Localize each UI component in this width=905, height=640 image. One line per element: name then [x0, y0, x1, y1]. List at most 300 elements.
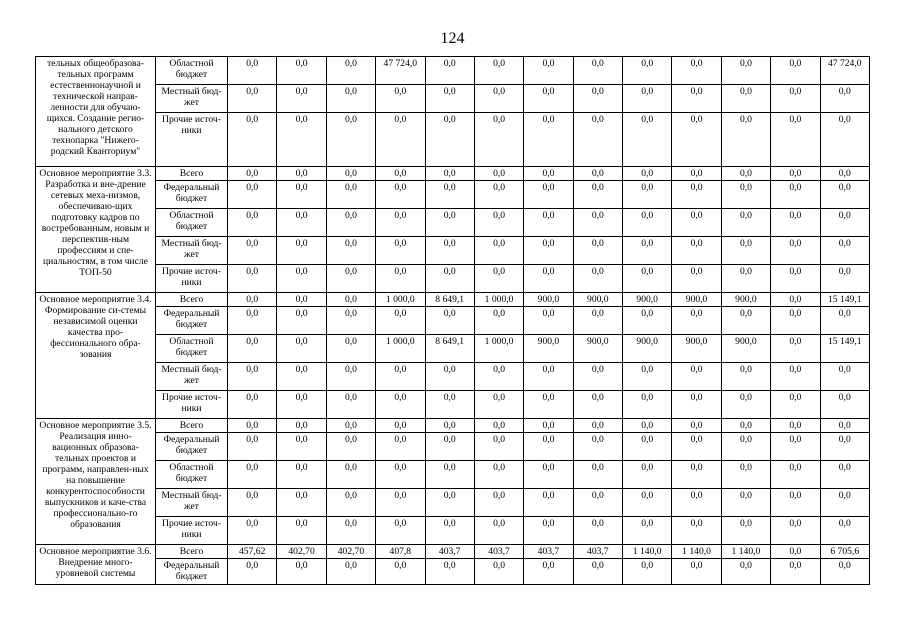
value-cell: 0,0: [672, 391, 721, 419]
value-cell: 0,0: [771, 265, 820, 293]
table-row: [36, 461, 870, 489]
value-cell: 0,0: [623, 433, 672, 461]
table-row: [36, 517, 870, 545]
value-cell: 0,0: [573, 391, 622, 419]
value-cell: 0,0: [524, 307, 573, 335]
value-cell: 0,0: [228, 181, 277, 209]
activity-description: Основное мероприятие 3.6. Внедрение много-уровневой системы: [36, 545, 156, 585]
total-cell: 0,0: [820, 85, 870, 113]
value-cell: 0,0: [672, 461, 721, 489]
value-cell: 0,0: [425, 113, 474, 167]
value-cell: 0,0: [524, 489, 573, 517]
value-cell: 0,0: [425, 559, 474, 585]
value-cell: 0,0: [277, 167, 326, 181]
value-cell: 0,0: [672, 265, 721, 293]
value-cell: 0,0: [277, 419, 326, 433]
table-row: [36, 293, 870, 307]
value-cell: 0,0: [376, 265, 425, 293]
total-cell: 15 149,1: [820, 293, 870, 307]
value-cell: 0,0: [721, 113, 770, 167]
value-cell: 0,0: [623, 57, 672, 85]
table-row: [36, 391, 870, 419]
value-cell: 1 140,0: [721, 545, 770, 559]
value-cell: 0,0: [326, 293, 375, 307]
value-cell: 0,0: [524, 209, 573, 237]
activity-description: Основное мероприятие 3.3. Разработка и вне-дрение сетевых меха-низмов, обеспечиваю-щих подготовку кадров по востребованным, новым и перспектив-ным профессиям и спе-циальностям, в том числе ТОП-50: [36, 167, 156, 293]
value-cell: 0,0: [721, 489, 770, 517]
value-cell: 0,0: [228, 461, 277, 489]
value-cell: 0,0: [672, 517, 721, 545]
value-cell: 0,0: [573, 517, 622, 545]
value-cell: 0,0: [425, 419, 474, 433]
value-cell: 0,0: [425, 265, 474, 293]
value-cell: 0,0: [326, 489, 375, 517]
table-body: [36, 57, 870, 585]
value-cell: 0,0: [771, 517, 820, 545]
value-cell: 1 000,0: [474, 293, 523, 307]
value-cell: 0,0: [573, 559, 622, 585]
value-cell: 0,0: [277, 209, 326, 237]
funding-source: Федеральный бюджет: [156, 307, 228, 335]
total-cell: 6 705,6: [820, 545, 870, 559]
total-cell: 0,0: [820, 517, 870, 545]
value-cell: 0,0: [228, 293, 277, 307]
value-cell: 407,8: [376, 545, 425, 559]
table-row: [36, 237, 870, 265]
value-cell: 402,70: [277, 545, 326, 559]
table-row: [36, 545, 870, 559]
funding-source: Прочие источ-ники: [156, 391, 228, 419]
funding-source: Местный бюд-жет: [156, 489, 228, 517]
value-cell: 0,0: [474, 57, 523, 85]
value-cell: 0,0: [228, 113, 277, 167]
value-cell: 0,0: [228, 57, 277, 85]
value-cell: 0,0: [721, 57, 770, 85]
value-cell: 403,7: [524, 545, 573, 559]
value-cell: 0,0: [771, 181, 820, 209]
value-cell: 900,0: [573, 293, 622, 307]
value-cell: 0,0: [771, 419, 820, 433]
value-cell: 0,0: [524, 265, 573, 293]
value-cell: 0,0: [376, 489, 425, 517]
value-cell: 0,0: [425, 391, 474, 419]
table-row: [36, 419, 870, 433]
value-cell: 0,0: [376, 209, 425, 237]
value-cell: 0,0: [376, 307, 425, 335]
total-cell: 0,0: [820, 391, 870, 419]
total-cell: 0,0: [820, 419, 870, 433]
value-cell: 0,0: [277, 293, 326, 307]
value-cell: 0,0: [672, 113, 721, 167]
value-cell: 0,0: [672, 419, 721, 433]
value-cell: 0,0: [228, 85, 277, 113]
value-cell: 0,0: [623, 363, 672, 391]
total-cell: 0,0: [820, 559, 870, 585]
value-cell: 0,0: [474, 265, 523, 293]
value-cell: 0,0: [474, 517, 523, 545]
value-cell: 0,0: [524, 85, 573, 113]
total-cell: 0,0: [820, 209, 870, 237]
table-row: [36, 335, 870, 363]
funding-source: Федеральный бюджет: [156, 559, 228, 585]
value-cell: 0,0: [228, 237, 277, 265]
value-cell: 0,0: [474, 461, 523, 489]
value-cell: 0,0: [326, 335, 375, 363]
table-row: [36, 265, 870, 293]
value-cell: 0,0: [474, 307, 523, 335]
value-cell: 0,0: [326, 419, 375, 433]
value-cell: 0,0: [326, 237, 375, 265]
value-cell: 0,0: [376, 181, 425, 209]
value-cell: 0,0: [277, 113, 326, 167]
value-cell: 0,0: [228, 363, 277, 391]
value-cell: 0,0: [672, 85, 721, 113]
value-cell: 0,0: [623, 461, 672, 489]
value-cell: 0,0: [277, 559, 326, 585]
total-cell: 0,0: [820, 181, 870, 209]
value-cell: 0,0: [425, 209, 474, 237]
value-cell: 0,0: [771, 209, 820, 237]
value-cell: 0,0: [376, 237, 425, 265]
budget-table: [35, 56, 870, 585]
value-cell: 0,0: [524, 517, 573, 545]
value-cell: 0,0: [228, 265, 277, 293]
value-cell: 0,0: [326, 85, 375, 113]
value-cell: 0,0: [326, 167, 375, 181]
value-cell: 0,0: [425, 181, 474, 209]
value-cell: 0,0: [672, 237, 721, 265]
value-cell: 0,0: [524, 391, 573, 419]
value-cell: 900,0: [623, 293, 672, 307]
value-cell: 0,0: [672, 433, 721, 461]
value-cell: 0,0: [524, 433, 573, 461]
value-cell: 0,0: [672, 181, 721, 209]
funding-source: Местный бюд-жет: [156, 363, 228, 391]
value-cell: 0,0: [228, 167, 277, 181]
value-cell: 0,0: [474, 209, 523, 237]
total-cell: 15 149,1: [820, 335, 870, 363]
value-cell: 0,0: [672, 489, 721, 517]
value-cell: 0,0: [771, 113, 820, 167]
funding-source: Областной бюджет: [156, 461, 228, 489]
value-cell: 0,0: [524, 419, 573, 433]
value-cell: 0,0: [623, 391, 672, 419]
value-cell: 1 140,0: [672, 545, 721, 559]
value-cell: 0,0: [721, 391, 770, 419]
table-row: [36, 307, 870, 335]
value-cell: 0,0: [623, 209, 672, 237]
funding-source: Областной бюджет: [156, 335, 228, 363]
funding-source: Прочие источ-ники: [156, 265, 228, 293]
funding-source: Местный бюд-жет: [156, 85, 228, 113]
value-cell: 0,0: [524, 461, 573, 489]
value-cell: 0,0: [228, 433, 277, 461]
value-cell: 0,0: [277, 489, 326, 517]
value-cell: 0,0: [425, 489, 474, 517]
value-cell: 0,0: [376, 363, 425, 391]
activity-description: Основное мероприятие 3.4. Формирование си-стемы независимой оценки качества про-фессионального обра-зования: [36, 293, 156, 419]
value-cell: 0,0: [573, 237, 622, 265]
value-cell: 0,0: [623, 489, 672, 517]
value-cell: 0,0: [228, 517, 277, 545]
value-cell: 0,0: [573, 307, 622, 335]
value-cell: 0,0: [326, 265, 375, 293]
value-cell: 0,0: [474, 181, 523, 209]
total-cell: 47 724,0: [820, 57, 870, 85]
value-cell: 0,0: [425, 85, 474, 113]
value-cell: 900,0: [623, 335, 672, 363]
value-cell: 457,62: [228, 545, 277, 559]
table-row: [36, 209, 870, 237]
value-cell: 0,0: [326, 517, 375, 545]
value-cell: 0,0: [721, 559, 770, 585]
value-cell: 0,0: [326, 57, 375, 85]
table-row: [36, 489, 870, 517]
value-cell: 0,0: [474, 113, 523, 167]
value-cell: 0,0: [376, 419, 425, 433]
value-cell: 0,0: [771, 363, 820, 391]
value-cell: 0,0: [326, 113, 375, 167]
value-cell: 0,0: [524, 57, 573, 85]
value-cell: 0,0: [524, 363, 573, 391]
value-cell: 0,0: [277, 363, 326, 391]
value-cell: 0,0: [672, 57, 721, 85]
value-cell: 0,0: [474, 363, 523, 391]
value-cell: 0,0: [573, 209, 622, 237]
value-cell: 0,0: [326, 307, 375, 335]
value-cell: 0,0: [721, 307, 770, 335]
value-cell: 0,0: [474, 559, 523, 585]
value-cell: 403,7: [425, 545, 474, 559]
value-cell: 0,0: [771, 391, 820, 419]
value-cell: 0,0: [277, 433, 326, 461]
value-cell: 0,0: [623, 517, 672, 545]
value-cell: 0,0: [721, 85, 770, 113]
value-cell: 900,0: [721, 293, 770, 307]
total-cell: 0,0: [820, 307, 870, 335]
funding-source: Федеральный бюджет: [156, 181, 228, 209]
value-cell: 0,0: [771, 559, 820, 585]
value-cell: 0,0: [623, 167, 672, 181]
table-row: [36, 181, 870, 209]
value-cell: 0,0: [376, 517, 425, 545]
value-cell: 0,0: [277, 461, 326, 489]
value-cell: 0,0: [474, 489, 523, 517]
value-cell: 0,0: [573, 265, 622, 293]
value-cell: 0,0: [524, 559, 573, 585]
value-cell: 1 000,0: [376, 293, 425, 307]
total-cell: 0,0: [820, 489, 870, 517]
value-cell: 0,0: [277, 391, 326, 419]
value-cell: 0,0: [771, 307, 820, 335]
value-cell: 0,0: [623, 113, 672, 167]
value-cell: 0,0: [425, 433, 474, 461]
value-cell: 0,0: [573, 167, 622, 181]
funding-source: Всего: [156, 545, 228, 559]
value-cell: 0,0: [376, 167, 425, 181]
value-cell: 0,0: [326, 181, 375, 209]
funding-source: Прочие источ-ники: [156, 113, 228, 167]
value-cell: 0,0: [623, 265, 672, 293]
value-cell: 0,0: [277, 237, 326, 265]
value-cell: 0,0: [524, 237, 573, 265]
value-cell: 0,0: [524, 113, 573, 167]
value-cell: 0,0: [721, 167, 770, 181]
value-cell: 0,0: [771, 489, 820, 517]
value-cell: 0,0: [623, 307, 672, 335]
value-cell: 0,0: [425, 461, 474, 489]
value-cell: 0,0: [277, 57, 326, 85]
value-cell: 0,0: [573, 433, 622, 461]
table-row: [36, 433, 870, 461]
table-row: [36, 85, 870, 113]
value-cell: 900,0: [573, 335, 622, 363]
value-cell: 0,0: [376, 461, 425, 489]
value-cell: 0,0: [524, 181, 573, 209]
value-cell: 0,0: [771, 545, 820, 559]
value-cell: 900,0: [721, 335, 770, 363]
value-cell: 0,0: [573, 181, 622, 209]
value-cell: 0,0: [721, 237, 770, 265]
value-cell: 0,0: [721, 265, 770, 293]
value-cell: 0,0: [672, 363, 721, 391]
value-cell: 0,0: [573, 113, 622, 167]
total-cell: 0,0: [820, 237, 870, 265]
total-cell: 0,0: [820, 113, 870, 167]
value-cell: 0,0: [771, 85, 820, 113]
value-cell: 0,0: [277, 307, 326, 335]
table-row: [36, 57, 870, 85]
total-cell: 0,0: [820, 265, 870, 293]
value-cell: 0,0: [326, 209, 375, 237]
value-cell: 0,0: [228, 419, 277, 433]
value-cell: 1 000,0: [474, 335, 523, 363]
value-cell: 0,0: [228, 335, 277, 363]
value-cell: 0,0: [721, 517, 770, 545]
value-cell: 0,0: [326, 433, 375, 461]
value-cell: 0,0: [771, 293, 820, 307]
value-cell: 0,0: [573, 461, 622, 489]
value-cell: 0,0: [721, 433, 770, 461]
value-cell: 0,0: [721, 461, 770, 489]
value-cell: 900,0: [524, 293, 573, 307]
value-cell: 0,0: [228, 559, 277, 585]
value-cell: 0,0: [623, 181, 672, 209]
value-cell: 0,0: [277, 265, 326, 293]
value-cell: 0,0: [277, 335, 326, 363]
value-cell: 1 000,0: [376, 335, 425, 363]
value-cell: 47 724,0: [376, 57, 425, 85]
value-cell: 0,0: [771, 335, 820, 363]
value-cell: 0,0: [376, 85, 425, 113]
activity-description: Основное мероприятие 3.5. Реализация инно-вационных образова-тельных проектов и программ, направлен-ных на повышение конкурентоспособности выпускников и каче-ства профессионально-го образования: [36, 419, 156, 545]
value-cell: 0,0: [228, 391, 277, 419]
funding-source: Местный бюд-жет: [156, 237, 228, 265]
table-row: [36, 559, 870, 585]
value-cell: 0,0: [376, 113, 425, 167]
value-cell: 0,0: [474, 85, 523, 113]
value-cell: 900,0: [672, 335, 721, 363]
funding-source: Всего: [156, 293, 228, 307]
value-cell: 0,0: [771, 461, 820, 489]
value-cell: 0,0: [672, 307, 721, 335]
value-cell: 0,0: [771, 57, 820, 85]
funding-source: Прочие источ-ники: [156, 517, 228, 545]
value-cell: 0,0: [376, 391, 425, 419]
value-cell: 0,0: [721, 419, 770, 433]
value-cell: 8 649,1: [425, 293, 474, 307]
value-cell: 0,0: [425, 517, 474, 545]
value-cell: 0,0: [672, 167, 721, 181]
value-cell: 0,0: [524, 167, 573, 181]
value-cell: 0,0: [425, 237, 474, 265]
value-cell: 0,0: [326, 559, 375, 585]
value-cell: 0,0: [228, 307, 277, 335]
value-cell: 0,0: [771, 237, 820, 265]
value-cell: 0,0: [425, 307, 474, 335]
value-cell: 0,0: [425, 363, 474, 391]
value-cell: 403,7: [474, 545, 523, 559]
activity-description: тельных общеобразова-тельных программ естественнонаучной и технической направ-ленности для обучаю-щихся. Создание регио-нального детского технопарка "Нижего-родский Кванториум": [36, 57, 156, 167]
value-cell: 0,0: [672, 209, 721, 237]
value-cell: 0,0: [326, 363, 375, 391]
value-cell: 0,0: [277, 517, 326, 545]
value-cell: 0,0: [623, 85, 672, 113]
value-cell: 900,0: [672, 293, 721, 307]
value-cell: 0,0: [277, 181, 326, 209]
value-cell: 0,0: [228, 209, 277, 237]
value-cell: 0,0: [672, 559, 721, 585]
value-cell: 403,7: [573, 545, 622, 559]
total-cell: 0,0: [820, 167, 870, 181]
value-cell: 0,0: [573, 363, 622, 391]
value-cell: 0,0: [326, 461, 375, 489]
value-cell: 0,0: [376, 433, 425, 461]
value-cell: 0,0: [573, 57, 622, 85]
value-cell: 0,0: [474, 391, 523, 419]
total-cell: 0,0: [820, 363, 870, 391]
value-cell: 0,0: [425, 57, 474, 85]
table-row: [36, 113, 870, 167]
value-cell: 0,0: [721, 209, 770, 237]
value-cell: 0,0: [277, 85, 326, 113]
table-row: [36, 363, 870, 391]
funding-source: Всего: [156, 419, 228, 433]
funding-source: Областной бюджет: [156, 57, 228, 85]
value-cell: 0,0: [771, 433, 820, 461]
value-cell: 0,0: [474, 167, 523, 181]
value-cell: 0,0: [721, 363, 770, 391]
value-cell: 0,0: [573, 419, 622, 433]
page-number: 124: [440, 30, 465, 47]
table-row: [36, 167, 870, 181]
total-cell: 0,0: [820, 461, 870, 489]
value-cell: 0,0: [573, 85, 622, 113]
value-cell: 0,0: [474, 433, 523, 461]
value-cell: 0,0: [228, 489, 277, 517]
value-cell: 0,0: [771, 167, 820, 181]
value-cell: 1 140,0: [623, 545, 672, 559]
value-cell: 900,0: [524, 335, 573, 363]
value-cell: 0,0: [326, 391, 375, 419]
value-cell: 0,0: [623, 237, 672, 265]
value-cell: 0,0: [425, 167, 474, 181]
value-cell: 0,0: [721, 181, 770, 209]
total-cell: 0,0: [820, 433, 870, 461]
funding-source: Федеральный бюджет: [156, 433, 228, 461]
value-cell: 0,0: [623, 559, 672, 585]
funding-source: Всего: [156, 167, 228, 181]
